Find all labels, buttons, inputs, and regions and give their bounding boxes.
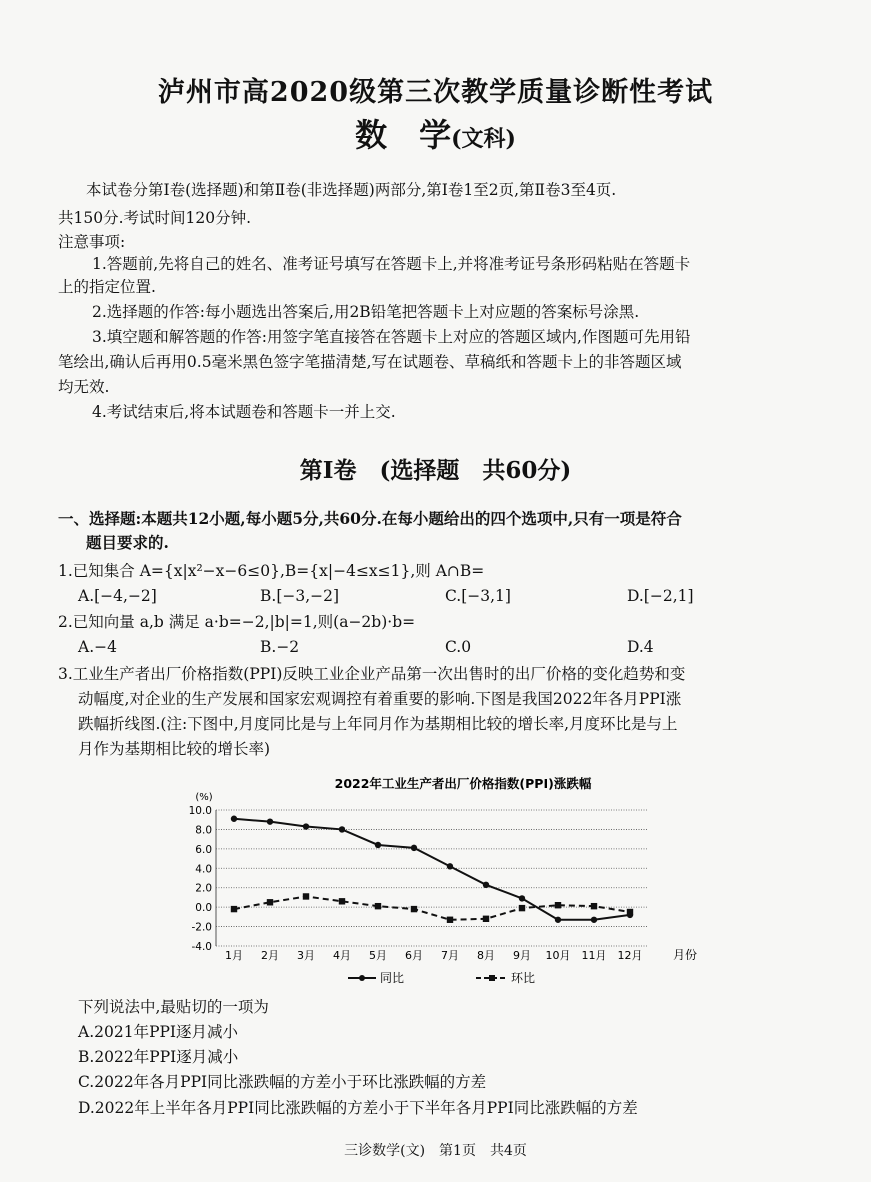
y-tick-label: 2.0 xyxy=(195,882,212,895)
point-series-0 xyxy=(303,823,309,829)
x-tick-label: 3月 xyxy=(297,949,315,962)
ppi-line-chart xyxy=(168,776,728,996)
y-tick-label: 8.0 xyxy=(195,824,212,837)
q3-stem-3: 跌幅折线图.(注:下图中,月度同比是与上年同月作为基期相比较的增长率,月度环比是与上 xyxy=(78,715,678,733)
chart-y-label: (%) xyxy=(195,792,213,803)
subject-name: 数 学 xyxy=(355,116,452,154)
note-2: 2.选择题的作答:每小题选出答案后,用2B铅笔把答题卡上对应题的答案标号涂黑. xyxy=(92,303,640,321)
point-series-1 xyxy=(627,909,633,915)
q2-option-d: D.4 xyxy=(627,638,654,656)
q1-option-c: C.[−3,1] xyxy=(445,587,511,605)
page-footer: 三诊数学(文) 第1页 共4页 xyxy=(344,1143,527,1159)
legend-label-huanbi: 环比 xyxy=(511,971,536,985)
note-3a: 3.填空题和解答题的作答:用签字笔直接答在答题卡上对应的答题区域内,作图题可先用铅 xyxy=(92,328,691,346)
x-tick-label: 6月 xyxy=(405,949,423,962)
intro-line-1: 本试卷分第Ⅰ卷(选择题)和第Ⅱ卷(非选择题)两部分,第Ⅰ卷1至2页,第Ⅱ卷3至4页. xyxy=(86,181,617,199)
point-series-1 xyxy=(591,903,597,909)
point-series-0 xyxy=(339,826,345,832)
point-series-0 xyxy=(447,863,453,869)
point-series-1 xyxy=(483,916,489,922)
point-series-1 xyxy=(411,906,417,912)
point-series-1 xyxy=(375,903,381,909)
q2-option-a: A.−4 xyxy=(78,638,117,656)
x-tick-label: 2月 xyxy=(261,949,279,962)
y-tick-label: 6.0 xyxy=(195,843,212,856)
q1-option-d: D.[−2,1] xyxy=(627,587,694,605)
note-3b: 笔绘出,确认后再用0.5毫米黑色签字笔描清楚,写在试题卷、草稿纸和答题卡上的非答题区域 xyxy=(58,353,682,371)
point-series-0 xyxy=(591,917,597,923)
x-tick-label: 1月 xyxy=(225,949,243,962)
y-tick-label: 10.0 xyxy=(188,805,212,817)
notes-heading: 注意事项: xyxy=(58,233,126,251)
point-series-0 xyxy=(375,842,381,848)
x-tick-label: 8月 xyxy=(477,949,495,962)
point-series-1 xyxy=(447,917,453,923)
point-series-1 xyxy=(519,905,525,911)
q3-stem-1: 3.工业生产者出厂价格指数(PPI)反映工业企业产品第一次出售时的出厂价格的变化趋势和变 xyxy=(58,665,686,683)
x-tick-label: 4月 xyxy=(333,949,351,962)
chart-legend xyxy=(348,971,535,985)
x-tick-label: 10月 xyxy=(545,949,571,962)
y-tick-label: -2.0 xyxy=(191,921,212,934)
x-tick-label: 11月 xyxy=(581,949,607,962)
q2-stem: 2.已知向量 a,b 满足 a·b=−2,|b|=1,则(a−2b)·b= xyxy=(58,613,416,631)
q1-option-a: A.[−4,−2] xyxy=(78,587,157,605)
note-1a: 1.答题前,先将自己的姓名、准考证号填写在答题卡上,并将准考证号条形码粘贴在答题卡 xyxy=(92,255,691,273)
legend-label-tongbi: 同比 xyxy=(380,971,405,985)
x-tick-label: 9月 xyxy=(513,949,531,962)
note-4: 4.考试结束后,将本试题卷和答题卡一并上交. xyxy=(92,403,396,421)
y-tick-label: 4.0 xyxy=(195,863,212,876)
legend-marker-huanbi xyxy=(489,975,495,981)
intro-line-2: 共150分.考试时间120分钟. xyxy=(58,209,252,227)
point-series-0 xyxy=(519,895,525,901)
q3-stem-4: 月作为基期相比较的增长率) xyxy=(78,740,271,758)
q3-option-d: D.2022年上半年各月PPI同比涨跌幅的方差小于下半年各月PPI同比涨跌幅的方差 xyxy=(78,1099,638,1117)
x-tick-label: 5月 xyxy=(369,949,387,962)
point-series-0 xyxy=(555,917,561,923)
subject-heading xyxy=(0,110,871,156)
point-series-1 xyxy=(267,899,273,905)
note-3c: 均无效. xyxy=(58,378,110,396)
chart-x-label: 月份 xyxy=(673,948,698,962)
section-title: 第Ⅰ卷 (选择题 共60分) xyxy=(299,457,572,484)
part1-instructions-2: 题目要求的. xyxy=(86,533,169,552)
exam-title: 泸州市高2020级第三次教学质量诊断性考试 xyxy=(157,77,714,108)
note-1b: 上的指定位置. xyxy=(58,278,156,296)
x-tick-label: 12月 xyxy=(617,949,643,962)
chart-title: 2022年工业生产者出厂价格指数(PPI)涨跌幅 xyxy=(334,776,592,791)
q1-stem: 1.已知集合 A={x|x²−x−6≤0},B={x|−4≤x≤1},则 A∩B= xyxy=(58,562,485,580)
subject-type: (文科) xyxy=(451,126,516,152)
q3-stem-2: 动幅度,对企业的生产发展和国家宏观调控有着重要的影响.下图是我国2022年各月PPI涨 xyxy=(78,690,682,708)
point-series-1 xyxy=(339,898,345,904)
q3-option-b: B.2022年PPI逐月减小 xyxy=(78,1048,239,1066)
y-tick-label: 0.0 xyxy=(195,902,212,915)
q3-prompt: 下列说法中,最贴切的一项为 xyxy=(78,998,269,1016)
y-tick-label: -4.0 xyxy=(191,941,212,953)
point-series-1 xyxy=(555,902,561,908)
legend-marker-tongbi xyxy=(359,975,365,981)
q2-option-b: B.−2 xyxy=(260,638,300,656)
q1-option-b: B.[−3,−2] xyxy=(260,587,340,605)
point-series-0 xyxy=(411,845,417,851)
point-series-1 xyxy=(303,893,309,899)
x-tick-label: 7月 xyxy=(441,949,459,962)
point-series-0 xyxy=(231,816,237,822)
point-series-1 xyxy=(231,906,237,912)
q3-option-c: C.2022年各月PPI同比涨跌幅的方差小于环比涨跌幅的方差 xyxy=(78,1073,487,1091)
point-series-0 xyxy=(267,818,273,824)
point-series-0 xyxy=(483,882,489,888)
part1-instructions-1: 一、选择题:本题共12小题,每小题5分,共60分.在每小题给出的四个选项中,只有一项是符合 xyxy=(58,509,682,528)
q2-option-c: C.0 xyxy=(445,638,472,656)
series-line-1 xyxy=(234,896,630,919)
q3-option-a: A.2021年PPI逐月减小 xyxy=(78,1023,239,1041)
